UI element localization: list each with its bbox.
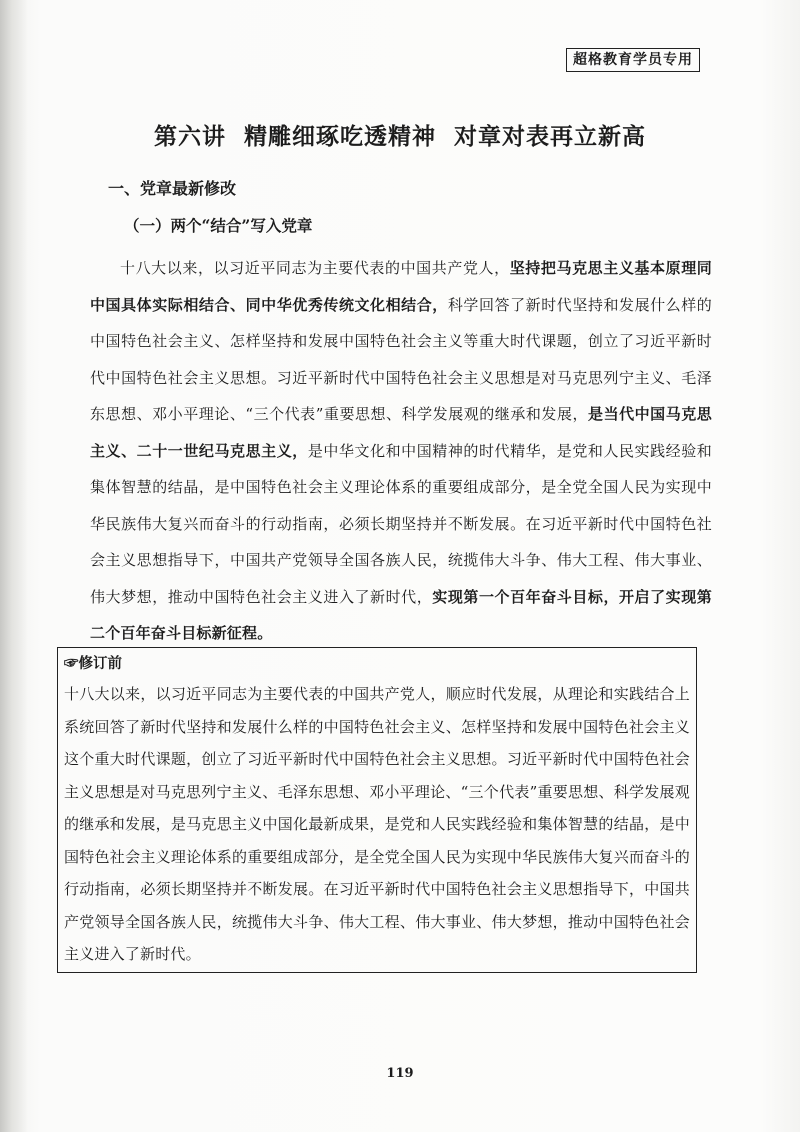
paragraph-bold-text: 坚持把马克思主义基本原理同中国具体实际相结合、同中华优秀传统文化相结合， <box>90 259 712 314</box>
paragraph-text: 科学回答了新时代坚持和发展什么样的中国特色社会主义、怎样坚持和发展中国特色社会主义等重大时代课题，创立了习近平新时代中国特色社会主义思想。习近平新时代中国特色社会主义思想是对马克思列宁主义、毛泽东思想、邓小平理论、“三个代表”重要思想、科学发展观的继承和发展， <box>90 295 712 423</box>
revision-box-text: 十八大以来，以习近平同志为主要代表的中国共产党人，顺应时代发展，从理论和实践结合上系统回答了新时代坚持和发展什么样的中国特色社会主义、怎样坚持和发展中国特色社会主义这个重大时代课题，创立了习近平新时代中国特色社会主义思想。习近平新时代中国特色社会主义思想是对马克思列宁主义、毛泽东思想、邓小平理论、“三个代表”重要思想、科学发展观的继承和发展，是马克思主义中国化最新成果，是党和人民实践经验和集体智慧的结晶，是中国特色社会主义理论体系的重要组成部分，是全党全国人民为实现中华民族伟大复兴而奋斗的行动指南，必须长期坚持并不断发展。在习近平新时代中国特色社会主义思想指导下，中国共产党领导全国各族人民，统揽伟大斗争、伟大工程、伟大事业、伟大梦想，推动中国特色社会主义进入了新时代。 <box>64 685 690 963</box>
paragraph-bold-text: 实现第一个百年奋斗目标，开启了实现第二个百年奋斗目标新征程。 <box>90 587 712 642</box>
subsection-heading: （一）两个“结合”写入党章 <box>124 216 313 235</box>
paragraph-bold-text: 是当代中国马克思主义、二十一世纪马克思主义， <box>90 405 712 460</box>
paragraph-text: 十八大以来，以习近平同志为主要代表的中国共产党人， <box>120 259 510 277</box>
body-paragraph <box>90 250 712 652</box>
revision-box-label: ☞修订前 <box>64 655 122 672</box>
section-heading: 一、党章最新修改 <box>108 179 237 198</box>
page-title: 第六讲 精雕细琢吃透精神 对章对表再立新高 <box>153 123 647 150</box>
binding-shadow <box>0 0 28 1132</box>
paragraph-text: 是中华文化和中国精神的时代精华，是党和人民实践经验和集体智慧的结晶，是中国特色社会主义理论体系的重要组成部分，是全党全国人民为实现中华民族伟大复兴而奋斗的行动指南，必须长期坚持并不断发展。在习近平新时代中国特色社会主义思想指导下，中国共产党领导全国各族人民，统揽伟大斗争、伟大工程、伟大事业、伟大梦想，推动中国特色社会主义进入了新时代， <box>90 441 712 606</box>
page-number: 119 <box>386 1066 414 1081</box>
header-tag: 超格教育学员专用 <box>566 48 700 72</box>
